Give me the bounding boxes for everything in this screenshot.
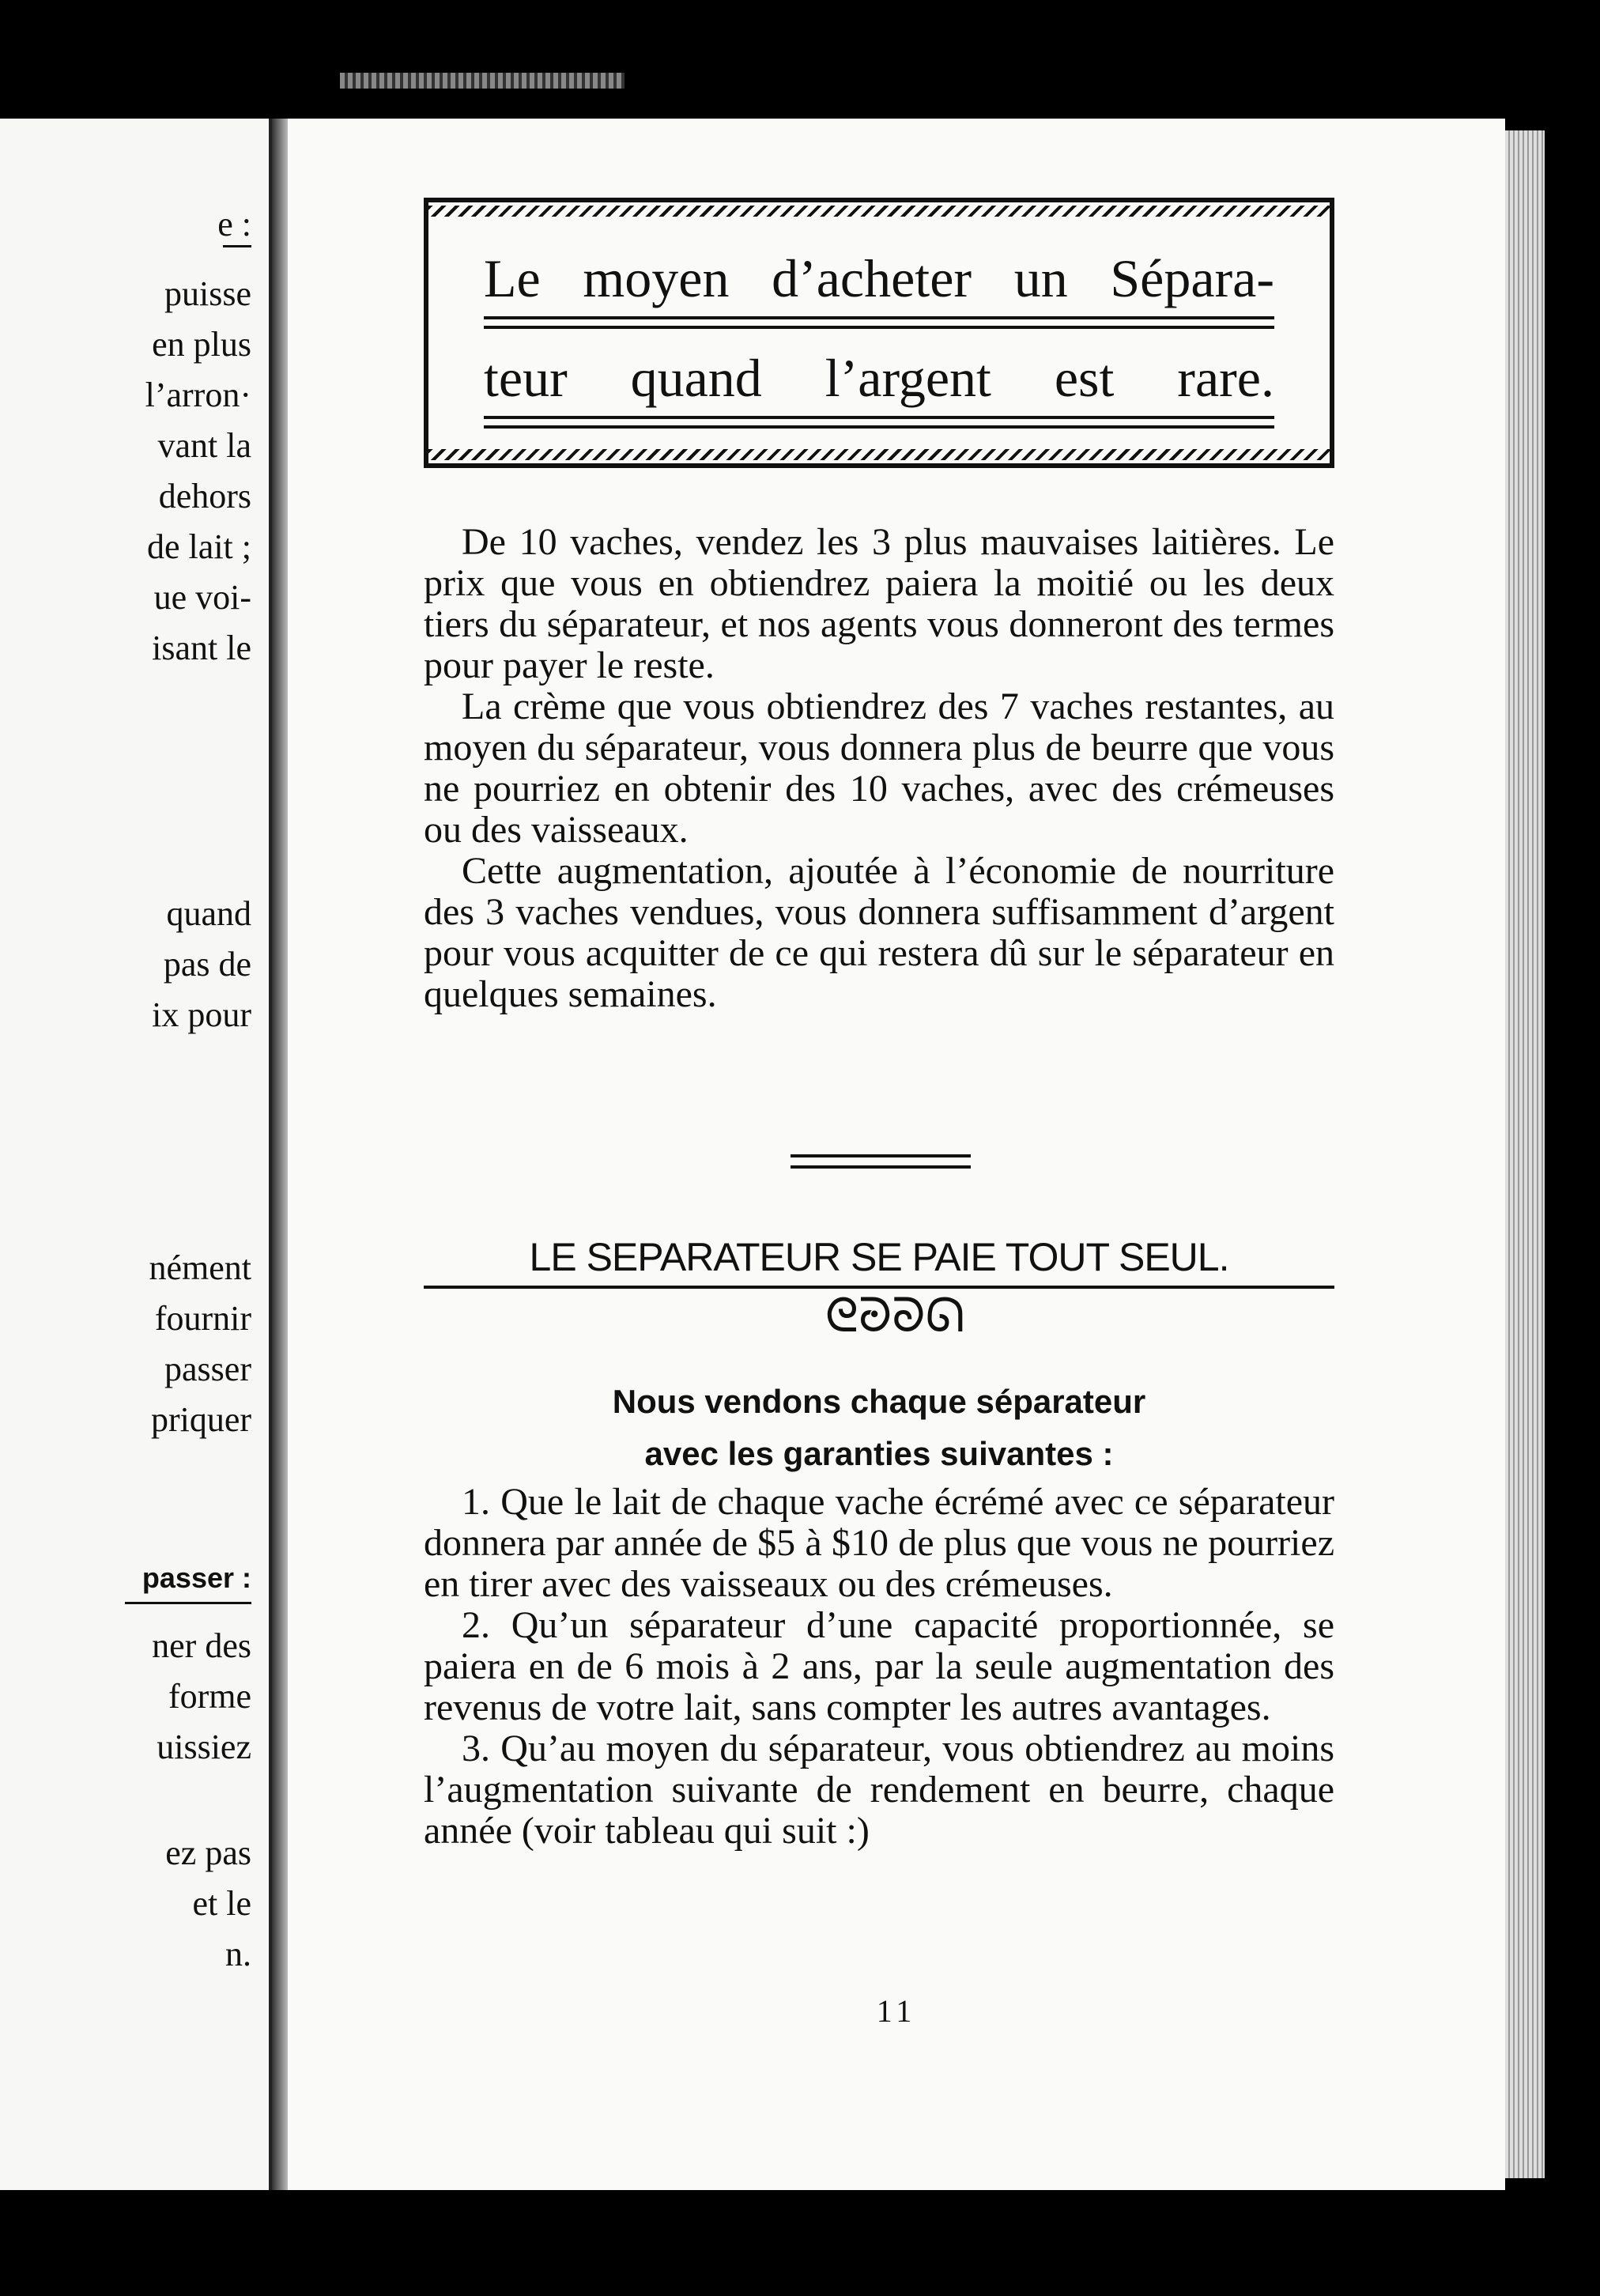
frame-ornament-top xyxy=(428,206,1330,217)
guarantee-item: 2. Qu’un séparateur d’une capacité proportionnée, se paiera en de 6 mois à 2 ans, par la seule augmentation des revenus de votre lait, sans compter les autres avantages. xyxy=(424,1604,1334,1728)
paragraph: La crème que vous obtiendrez des 7 vaches restantes, au moyen du séparateur, vous donnera plus de beurre que vous ne pourriez en obtenir des 10 vaches, avec des crémeuses ou des vaisseaux. xyxy=(424,685,1334,851)
page-edges xyxy=(1505,130,1545,2178)
left-underline xyxy=(125,1602,251,1604)
book-gutter xyxy=(272,119,288,2190)
guarantee-intro-line-1: Nous vendons chaque séparateur xyxy=(612,1383,1146,1420)
left-text-line: fournir xyxy=(154,1299,251,1338)
guarantee-item: 1. Que le lait de chaque vache écrémé avec ce séparateur donnera par année de $5 à $10 de plus que vous ne pourriez en tirer avec des vaisseaux ou des crémeuses. xyxy=(424,1481,1334,1605)
title-word: l’argent xyxy=(825,348,991,408)
page-number: 11 xyxy=(876,1993,917,2029)
left-text-line: vant la xyxy=(157,426,251,465)
left-text-line: ner des xyxy=(152,1626,251,1665)
left-text-line: pas de xyxy=(163,945,251,984)
left-text-line: ez pas xyxy=(165,1833,251,1872)
left-text-line: e : xyxy=(217,205,251,244)
title-word: teur xyxy=(484,348,568,408)
title-word: quand xyxy=(630,348,762,408)
left-facing-page xyxy=(0,119,272,2190)
title-word: moyen xyxy=(583,248,730,308)
left-underline xyxy=(223,245,251,247)
left-text-line: passer xyxy=(164,1350,251,1388)
title-word: est xyxy=(1054,348,1115,408)
left-text-line: n. xyxy=(225,1935,251,1973)
body-paragraphs xyxy=(424,522,1334,1015)
left-text-line: priquer xyxy=(150,1400,251,1439)
title-rule xyxy=(484,416,1274,419)
left-text-line: nément xyxy=(149,1248,251,1287)
left-text-line: puisse xyxy=(164,274,251,313)
title-rule xyxy=(484,425,1274,429)
left-text-line: de lait ; xyxy=(147,527,251,566)
title-word: un xyxy=(1013,248,1068,308)
left-text-line: dehors xyxy=(158,477,251,515)
title-rule xyxy=(484,326,1274,329)
section-divider xyxy=(791,1154,971,1169)
left-text-line: et le xyxy=(192,1884,251,1923)
title-word: d’acheter xyxy=(772,248,972,308)
title-line-2 xyxy=(484,346,1274,410)
left-text-line: ix pour xyxy=(152,995,251,1034)
paragraph: Cette augmentation, ajoutée à l’économie de nourriture des 3 vaches vendues, vous donnera suffisamment d’argent pour vous acquitter de ce qui restera dû sur le séparateur en quelques semaines. xyxy=(424,850,1334,1015)
heading-underline xyxy=(424,1286,1334,1289)
title-rule xyxy=(484,316,1274,319)
left-text-line: quand xyxy=(166,894,251,933)
scan-artifact xyxy=(340,73,625,89)
title-frame xyxy=(424,198,1334,468)
guarantee-intro-line-2: avec les garanties suivantes : xyxy=(644,1435,1114,1472)
paragraph: De 10 vaches, vendez les 3 plus mauvaises laitières. Le prix que vous en obtiendrez paiera la moitié ou les deux tiers du séparateur, et nos agents vous donneront des termes pour payer le reste. xyxy=(424,521,1334,686)
left-text-line: l’arron· xyxy=(145,376,251,414)
guarantee-item: 3. Qu’au moyen du séparateur, vous obtiendrez au moins l’augmentation suivante de rendement en beurre, chaque année (voir tableau qui suit :) xyxy=(424,1728,1334,1852)
section-heading: LE SEPARATEUR SE PAIE TOUT SEUL. xyxy=(529,1235,1229,1279)
title-word: rare. xyxy=(1177,348,1274,408)
title-line-1 xyxy=(484,247,1274,310)
left-text-line: passer : xyxy=(142,1562,251,1594)
left-text-line: en plus xyxy=(152,325,251,364)
left-text-line: uissiez xyxy=(157,1728,251,1766)
title-word: Sépara- xyxy=(1110,248,1274,308)
left-text-line: isant le xyxy=(152,629,251,667)
flourish-ornament: ᘓᘒᘐᘏ xyxy=(825,1290,965,1342)
left-text-line: forme xyxy=(168,1677,251,1716)
left-text-line: ue voi- xyxy=(153,578,251,617)
guarantee-list xyxy=(424,1482,1334,1852)
frame-ornament-bottom xyxy=(428,449,1330,460)
title-word: Le xyxy=(484,248,541,308)
main-page xyxy=(288,119,1505,2190)
